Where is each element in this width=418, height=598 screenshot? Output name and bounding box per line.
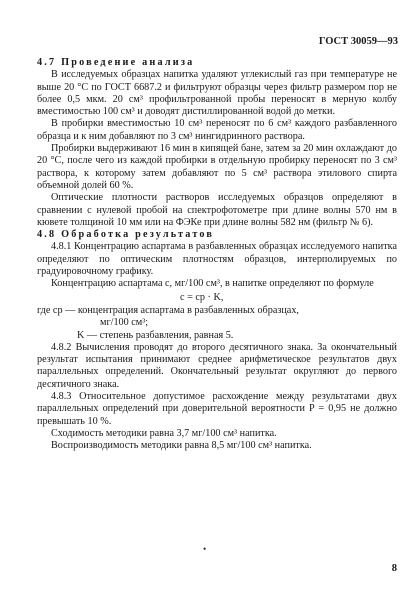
paragraph: Концентрацию аспартама c, мг/100 см³, в напитке определяют по формуле xyxy=(51,278,374,290)
section-title-4-8: 4.8 Обработка результатов xyxy=(37,229,215,241)
paragraph: Воспроизводимость методики равна 8,5 мг/100 см³ напитка. xyxy=(51,440,312,452)
paragraph: 4.8.2 Вычисления проводят до второго десятичного знака. За окончательный результат испытания принимают среднее арифметическое результатов двух параллельных определений. Окончательный результат округляют до первого десятичного знака. xyxy=(37,341,397,390)
dot-mark: • xyxy=(203,544,207,554)
paragraph: В исследуемых образцах напитка удаляют углекислый газ при температуре не выше 20 °C по ГОСТ 6687.2 и фильтруют образцы через фильтр размером пор не более 0,5 мкм. 20 см³ профильтрованной пробы переносят в мерную колбу вместимостью 100 см³ и доводят дистиллированной водой до метки. xyxy=(37,69,397,118)
paragraph: Оптические плотности растворов исследуемых образцов определяют в сравнении с нулевой пробой на спектрофотометре при длине волны 570 нм в кювете толщиной 10 мм или на ФЭКе при длине волны 582 нм (фильтр № 6). xyxy=(37,192,397,228)
legend-line: K — степень разбавления, равная 5. xyxy=(77,329,234,341)
paragraph: В пробирки вместимостью 10 см³ переносят по 6 см³ каждого разбавленного образца и к ним добавляют по 3 см³ нингидринного раствора. xyxy=(37,118,397,142)
paragraph: Сходимость методики равна 3,7 мг/100 см³ напитка. xyxy=(51,427,277,439)
section-title-4-7: 4.7 Проведение анализа xyxy=(37,57,195,68)
paragraph: Пробирки выдерживают 16 мин в кипящей бане, затем за 20 мин охлаждают до 20 °C, после чего из каждой пробирки в отдельную пробирку переносят по 3 см³ раствора, к которому затем добавляют по 5 см³ раствора этилового спирта объемной долей 60 %. xyxy=(37,143,397,191)
formula-legend xyxy=(37,305,397,342)
page-content xyxy=(37,57,397,453)
paragraph: 4.8.1 Концентрацию аспартама в разбавленных образцах исследуемого напитка определяют по оптическим плотностям образцов, интерполируемых по градуировочному графику. xyxy=(37,241,397,278)
legend-line: мг/100 см³; xyxy=(100,317,149,329)
formula: c = cр · K, xyxy=(180,291,224,303)
page-number: 8 xyxy=(391,563,397,574)
legend-line: где cр — концентрация аспартама в разбавленных образцах, xyxy=(37,304,299,316)
paragraph: 4.8.3 Относительное допустимое расхождение между результатами двух параллельных определений при доверительной вероятности P = 0,95 не должно превышать 10 %. xyxy=(37,391,397,427)
standard-code: ГОСТ 30059—93 xyxy=(318,36,398,47)
